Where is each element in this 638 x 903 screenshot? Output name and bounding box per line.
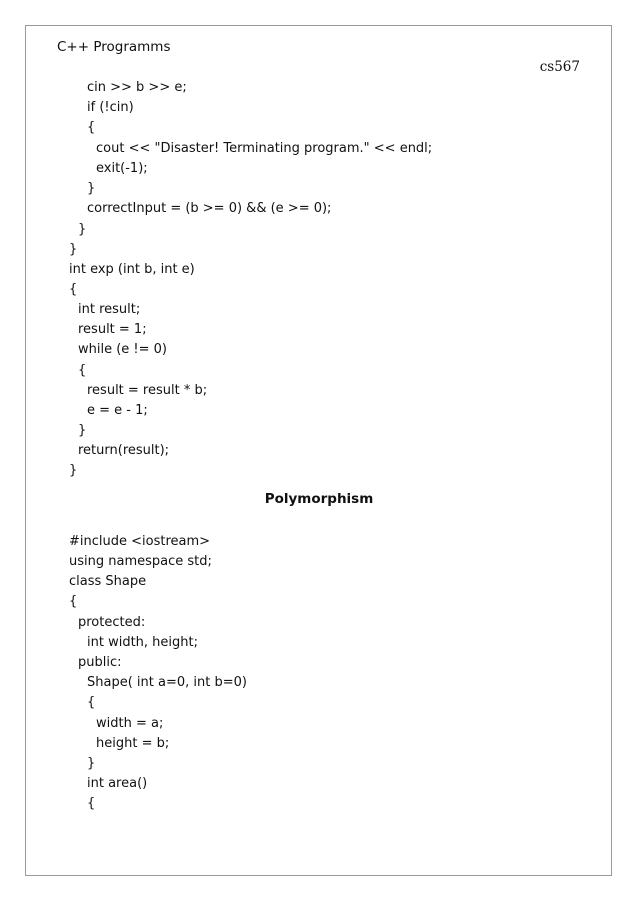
code-line: cin >> b >> e; xyxy=(87,80,187,95)
code-line: } xyxy=(69,242,78,257)
code-line: using namespace std; xyxy=(69,554,212,569)
code-line: { xyxy=(78,363,87,378)
code-line: } xyxy=(87,756,96,771)
code-line: } xyxy=(78,222,87,237)
code-line: cout << "Disaster! Terminating program." << endl; xyxy=(96,141,433,156)
code-line: Shape( int a=0, int b=0) xyxy=(87,675,247,690)
code-line: int area() xyxy=(87,776,148,791)
code-line: { xyxy=(69,282,78,297)
code-line: correctInput = (b >= 0) && (e >= 0); xyxy=(87,201,332,216)
code-line: height = b; xyxy=(96,736,170,751)
code-line: { xyxy=(87,796,96,811)
code-line: { xyxy=(69,594,78,609)
code-line: int result; xyxy=(78,302,141,317)
code-line: } xyxy=(78,423,87,438)
section-heading: Polymorphism xyxy=(264,491,374,507)
code-line: e = e - 1; xyxy=(87,403,148,418)
code-line: if (!cin) xyxy=(87,100,134,115)
document-course-code: cs567 xyxy=(539,59,580,75)
code-line: exit(-1); xyxy=(96,161,148,176)
code-line: result = result * b; xyxy=(87,383,208,398)
code-line: width = a; xyxy=(96,716,164,731)
code-line: int exp (int b, int e) xyxy=(69,262,195,277)
code-line: protected: xyxy=(78,615,146,630)
code-line: { xyxy=(87,120,96,135)
document-header-title: C++ Programms xyxy=(57,39,171,55)
code-line: #include <iostream> xyxy=(69,534,211,549)
code-line: public: xyxy=(78,655,122,670)
code-line: } xyxy=(87,181,96,196)
code-line: int width, height; xyxy=(87,635,198,650)
code-line: return(result); xyxy=(78,443,170,458)
code-line: { xyxy=(87,695,96,710)
code-line: class Shape xyxy=(69,574,147,589)
code-line: while (e != 0) xyxy=(78,342,168,357)
code-line: result = 1; xyxy=(78,322,147,337)
code-line: } xyxy=(69,463,78,478)
